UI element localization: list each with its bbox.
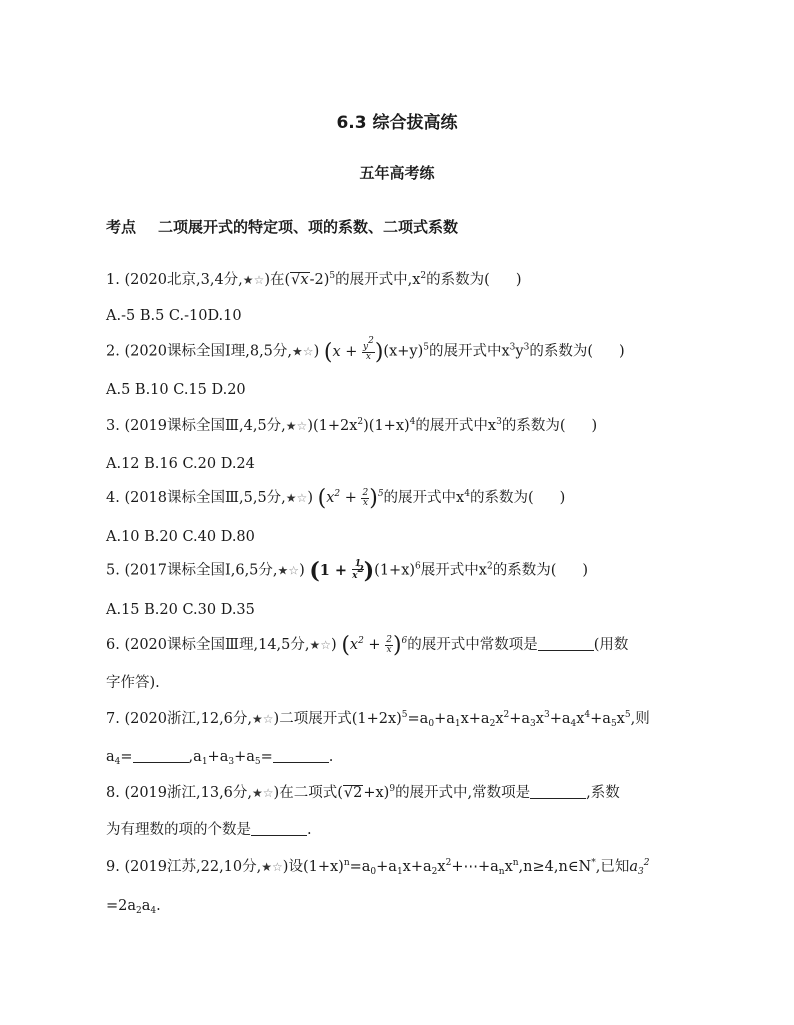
difficulty-star-icon: ★ bbox=[252, 786, 263, 800]
question-5-options: A.15 B.20 C.30 D.35 bbox=[106, 602, 255, 618]
question-4-options: A.10 B.20 C.40 D.80 bbox=[106, 529, 255, 545]
question-6-cont: 字作答). bbox=[106, 675, 160, 691]
difficulty-star-outline-icon: ☆ bbox=[302, 344, 314, 359]
question-4: 4. (2018课标全国Ⅲ,5,5分,★☆) ($x^2$ + $\frac{2}{x}$ )$^5$的展开式中$x^4$的系数为( ) bbox=[106, 486, 566, 511]
topic-label: 考点 bbox=[106, 218, 137, 236]
page-title: 6.3 综合拔高练 bbox=[336, 113, 458, 133]
question-3-options: A.12 B.16 C.20 D.24 bbox=[106, 456, 255, 472]
difficulty-star-outline-icon: ☆ bbox=[253, 273, 265, 287]
difficulty-star-icon: ★ bbox=[285, 419, 297, 433]
difficulty-star-icon: ★ bbox=[261, 860, 273, 874]
difficulty-star-icon: ★ bbox=[285, 491, 297, 505]
answer-blank[interactable] bbox=[530, 784, 586, 799]
difficulty-star-icon: ★ bbox=[277, 563, 289, 578]
difficulty-star-icon: ★ bbox=[252, 712, 263, 726]
topic-heading bbox=[106, 216, 458, 237]
answer-blank[interactable] bbox=[273, 748, 329, 763]
question-6: 6. (2020课标全国Ⅲ理,14,5分,★☆) ($x^2$ + $\frac{2}{x}$ )$^6$的展开式中常数项是 (用数 bbox=[106, 633, 629, 658]
question-7-cont: $a_4= ,a_1+a_3+a_5=$ . bbox=[106, 749, 334, 767]
question-5: 5. (2017课标全国Ⅰ,6,5分,★☆) (1 + $\frac{1}{x^2}$ )$(1+x)^6$展开式中$x^2$的系数为( ) bbox=[106, 557, 589, 584]
question-9: 9. (2019江苏,22,10分,★☆)设$(1+x)^n=a_0+a_1x+a_2x^2+\cdots+a_nx^n,n\ge 4,n\in N^*$,已知$a_3^2$ bbox=[106, 858, 650, 877]
question-7: 7. (2020浙江,12,6分,★☆)二项展开式$(1+2x)^5=a_0+a_1x+a_2x^2+a_3x^3+a_4x^4+a_5x^5$,则 bbox=[106, 710, 650, 729]
question-2-options: A.5 B.10 C.15 D.20 bbox=[106, 382, 246, 398]
difficulty-star-outline-icon: ☆ bbox=[262, 786, 274, 800]
question-1-options: A.-5 B.5 C.-10D.10 bbox=[106, 308, 242, 324]
difficulty-star-outline-icon: ☆ bbox=[262, 712, 274, 726]
difficulty-star-outline-icon: ☆ bbox=[272, 860, 283, 874]
section-subtitle: 五年高考练 bbox=[359, 164, 435, 182]
answer-blank[interactable] bbox=[538, 636, 594, 651]
difficulty-star-icon: ★ bbox=[242, 273, 254, 287]
question-9-cont: $=2a_2a_4$. bbox=[106, 898, 161, 916]
question-1: 1. (2020北京,3,4分,★☆)在$(√x-2)^5$的展开式中$,x^2$的系数为( ) bbox=[106, 271, 522, 288]
topic-text: 二项展开式的特定项、项的系数、二项式系数 bbox=[158, 218, 459, 236]
question-3: 3. (2019课标全国Ⅲ,4,5分$,★☆)(1+2x^2)(1+x)^4$的展开式中$x^3$的系数为( ) bbox=[106, 417, 598, 434]
difficulty-star-icon: ★ bbox=[292, 344, 303, 359]
question-2: 2. (2020课标全国Ⅰ理,8,5分,★☆) (x + $\frac{y^2}{x}$ )$(x+y)^5$的展开式中$x^3y^3$的系数为( ) bbox=[106, 336, 625, 365]
question-8-cont: 为有理数的项的个数是 . bbox=[106, 822, 312, 838]
answer-blank[interactable] bbox=[133, 748, 189, 763]
question-8: 8. (2019浙江,13,6分,★☆)在二项式$(√2+x)^9$的展开式中,常数项是 ,系数 bbox=[106, 784, 620, 801]
difficulty-star-outline-icon: ☆ bbox=[288, 563, 300, 578]
difficulty-star-outline-icon: ☆ bbox=[296, 419, 308, 433]
difficulty-star-outline-icon: ☆ bbox=[296, 491, 308, 505]
difficulty-star-outline-icon: ☆ bbox=[320, 638, 332, 652]
difficulty-star-icon: ★ bbox=[309, 638, 321, 652]
answer-blank[interactable] bbox=[251, 821, 307, 836]
